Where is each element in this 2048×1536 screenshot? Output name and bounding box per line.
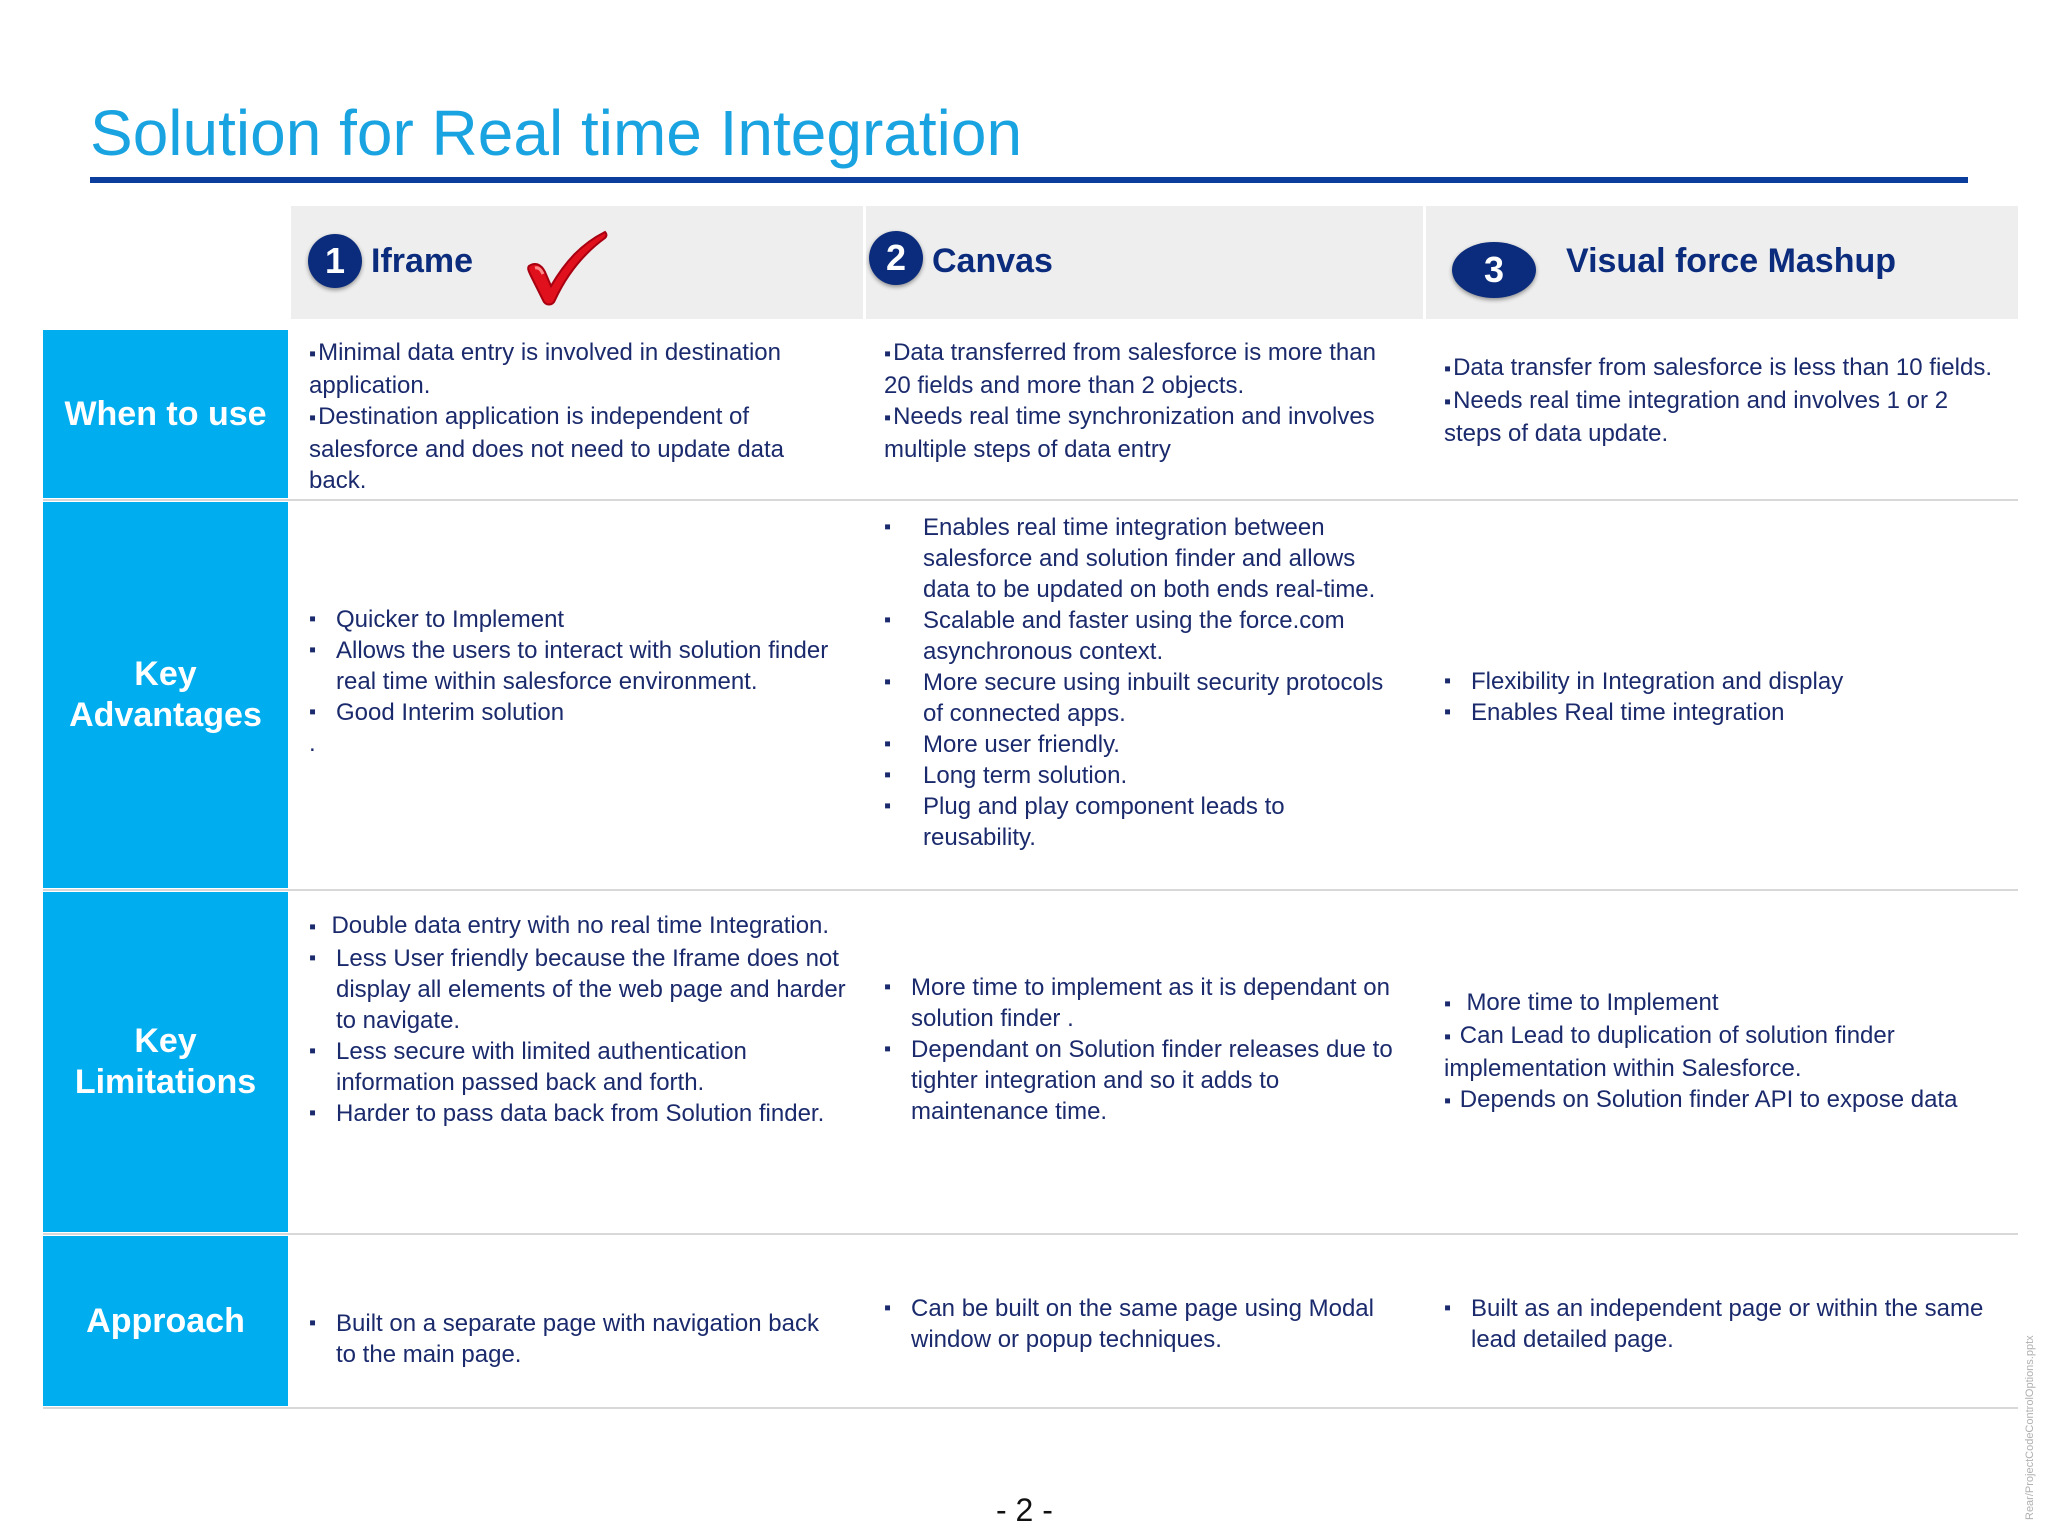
row-label-approach: Approach <box>43 1236 288 1406</box>
cell-limitations-iframe <box>309 910 854 1129</box>
number-badge-2: 2 <box>869 231 923 285</box>
page-number: - 2 - <box>996 1492 1053 1528</box>
list-item: ▪ More user friendly. <box>884 729 1404 760</box>
list-item: ▪ Plug and play component leads to reusability. <box>884 791 1404 853</box>
cell-limitations-visualforce <box>1444 987 2004 1117</box>
title-underline <box>90 177 1968 183</box>
column-header-iframe <box>291 206 863 319</box>
list-item: ▪ Quicker to Implement <box>309 604 839 635</box>
list-item: ▪ Depends on Solution finder API to expose data <box>1444 1086 1958 1113</box>
trailing-text: . <box>309 730 316 757</box>
cell-when-visualforce <box>1444 352 2004 449</box>
row-divider <box>43 1407 2018 1409</box>
cell-approach-iframe <box>309 1308 839 1370</box>
list-item: ▪Minimal data entry is involved in destination application. <box>309 339 781 399</box>
list-item: ▪ More time to Implement <box>1444 989 1719 1016</box>
number-badge-3: 3 <box>1452 242 1536 298</box>
cell-advantages-iframe <box>309 604 839 759</box>
column-header-canvas <box>866 206 1423 319</box>
list-item: ▪ Harder to pass data back from Solution finder. <box>309 1098 854 1129</box>
row-divider <box>43 1233 2018 1235</box>
list-item: ▪ Long term solution. <box>884 760 1404 791</box>
list-item: ▪ Can Lead to duplication of solution finder implementation within Salesforce. <box>1444 1022 1895 1082</box>
list-item: ▪ Less secure with limited authentication information passed back and forth. <box>309 1036 854 1098</box>
red-checkmark-icon <box>521 228 611 308</box>
number-badge-1: 1 <box>308 234 362 288</box>
row-label-when-to-use: When to use <box>43 330 288 498</box>
column-label-canvas: Canvas <box>932 242 1053 280</box>
list-item: ▪Needs real time synchronization and involves multiple steps of data entry <box>884 403 1375 463</box>
cell-limitations-canvas <box>884 972 1414 1127</box>
list-item: ▪Needs real time integration and involves 1 or 2 steps of data update. <box>1444 387 1949 447</box>
list-item: ▪Destination application is independent of salesforce and does not need to update data back. <box>309 403 785 494</box>
list-item: ▪ Built as an independent page or within the same lead detailed page. <box>1444 1293 1984 1355</box>
cell-when-canvas <box>884 337 1404 465</box>
list-item: ▪ Can be built on the same page using Modal window or popup techniques. <box>884 1293 1394 1355</box>
column-header-visualforce <box>1426 206 2018 319</box>
file-label: Rear/ProjectCodeControlOptions.pptx <box>2024 1335 2036 1520</box>
list-item: ▪ Enables real time integration between salesforce and solution finder and allows data to be updated on both ends real-time. <box>884 512 1404 605</box>
list-item: ▪ Built on a separate page with navigation back to the main page. <box>309 1308 839 1370</box>
row-label-key-advantages: Key Advantages <box>43 502 288 888</box>
cell-when-iframe <box>309 337 839 496</box>
list-item: ▪Data transfer from salesforce is less than 10 fields. <box>1444 354 1992 381</box>
row-divider <box>43 889 2018 891</box>
row-divider <box>43 499 2018 501</box>
list-item: ▪ Enables Real time integration <box>1444 697 2004 728</box>
list-item: ▪ Scalable and faster using the force.com asynchronous context. <box>884 605 1404 667</box>
list-item: ▪ More secure using inbuilt security protocols of connected apps. <box>884 667 1404 729</box>
cell-advantages-canvas <box>884 512 1404 853</box>
cell-approach-visualforce <box>1444 1293 1984 1355</box>
page-title: Solution for Real time Integration <box>90 97 1023 169</box>
list-item: ▪ More time to implement as it is dependant on solution finder . <box>884 972 1414 1034</box>
column-label-visualforce: Visual force Mashup <box>1566 242 1897 280</box>
column-label-iframe: Iframe <box>371 242 474 280</box>
list-item: ▪ Good Interim solution <box>309 697 839 728</box>
list-item: ▪ Double data entry with no real time Integration. <box>309 912 830 939</box>
list-item: ▪Data transferred from salesforce is more than 20 fields and more than 2 objects. <box>884 339 1376 399</box>
cell-approach-canvas <box>884 1293 1394 1355</box>
cell-advantages-visualforce <box>1444 666 2004 728</box>
list-item: ▪ Less User friendly because the Iframe does not display all elements of the web page and harder to navigate. <box>309 943 854 1036</box>
list-item: ▪ Dependant on Solution finder releases due to tighter integration and so it adds to maintenance time. <box>884 1034 1414 1127</box>
list-item: ▪ Flexibility in Integration and display <box>1444 666 2004 697</box>
row-label-key-limitations: Key Limitations <box>43 892 288 1232</box>
list-item: ▪ Allows the users to interact with solution finder real time within salesforce environment. <box>309 635 839 697</box>
